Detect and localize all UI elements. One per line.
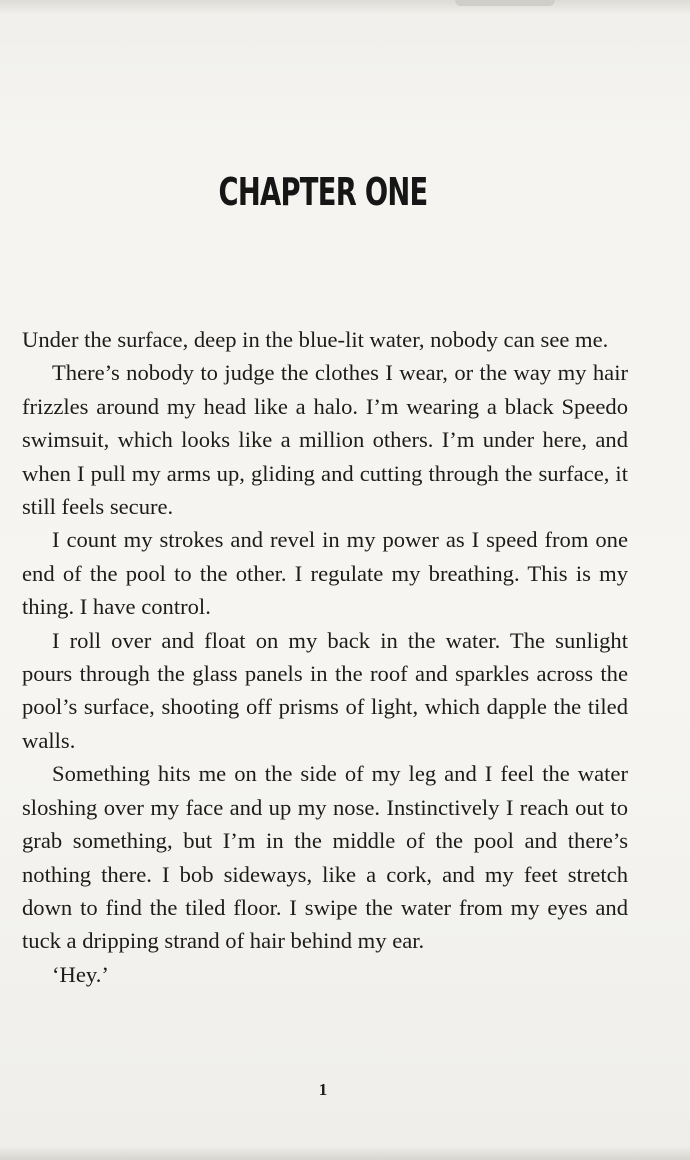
page-top-shadow <box>0 0 690 14</box>
page-number: 1 <box>318 1080 328 1099</box>
paragraph: ‘Hey.’ <box>52 961 109 987</box>
page-top-notch <box>455 0 555 6</box>
chapter-body <box>22 323 628 991</box>
page-bottom-shadow <box>0 1146 690 1160</box>
chapter-title: CHAPTER ONE <box>218 170 428 214</box>
paragraph: I roll over and float on my back in the water. The sunlight pours through the glass panels in the roof and sparkles across the pool’s surface, shooting off prisms of light, which dapple the tiled walls. <box>22 627 628 753</box>
paragraph: Under the surface, deep in the blue-lit water, nobody can see me. <box>22 327 609 352</box>
paragraph: Something hits me on the side of my leg and I feel the water sloshing over my face and up my nose. Instinctively I reach out to grab something, but I’m in the middle of the pool and there’s nothing there. I bob sideways, like a cork, and my feet stretch down to find the tiled floor. I swipe the water from my eyes and tuck a dripping strand of hair behind my ear. <box>22 761 628 954</box>
paragraph: There’s nobody to judge the clothes I wear, or the way my hair frizzles around my head like a halo. I’m wearing a black Speedo swimsuit, which looks like a million others. I’m under here, and when I pull my arms up, gliding and cutting through the surface, it still feels secure. <box>22 360 628 520</box>
paragraph: I count my strokes and revel in my power as I speed from one end of the pool to the other. I regulate my breathing. This is my thing. I have control. <box>22 527 628 620</box>
